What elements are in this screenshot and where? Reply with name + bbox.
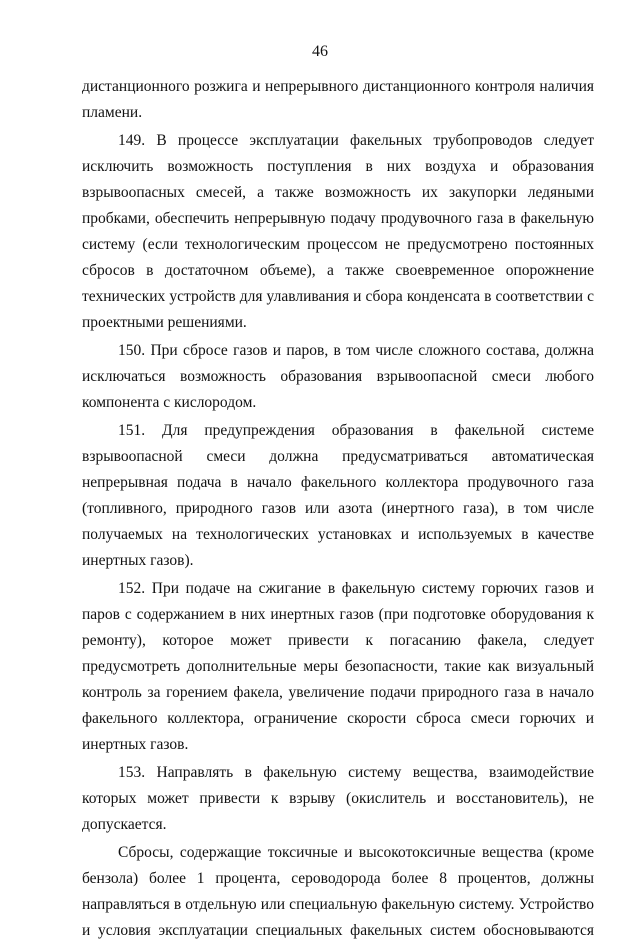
paragraph-153-continued: Сбросы, содержащие токсичные и высокотоксичные вещества (кроме бензола) более 1 процента, сероводорода более 8 процентов, должны направляться в отдельную или специальную факельную систему. Устройство и условия эксплуатации специальных факельных систем обосновываются xyxy=(82,844,594,939)
paragraph-153: 153. Направлять в факельную систему вещества, взаимодействие которых может привести к взрыву (окислитель и восстановитель), не допускается. xyxy=(82,764,594,833)
paragraph-152: 152. При подаче на сжигание в факельную систему горючих газов и паров с содержанием в них инертных газов (при подготовке оборудования к ремонту), которое может привести к погасанию факела, следует предусмотреть дополнительные меры безопасности, такие как визуальный контроль за горением факела, увеличение подачи природного газа в начало факельного коллектора, ограничение скорости сброса смеси горючих и инертных газов. xyxy=(82,580,594,753)
paragraph-151: 151. Для предупреждения образования в факельной системе взрывоопасной смеси должна предусматриваться автоматическая непрерывная подача в начало факельного коллектора продувочного газа (топливного, природного газов или азота (инертного газа), в том числе получаемых на технологических установках и используемых в качестве инертных газов). xyxy=(82,422,594,569)
page-number: 46 xyxy=(312,43,328,60)
paragraph-continuation: дистанционного розжига и непрерывного дистанционного контроля наличия пламени. xyxy=(82,78,594,121)
paragraph-149: 149. В процессе эксплуатации факельных трубопроводов следует исключить возможность поступления в них воздуха и образования взрывоопасных смесей, а также возможность их закупорки ледяными пробками, обеспечить непрерывную подачу продувочного газа в факельную систему (если технологическим процессом не предусмотрено постоянных сбросов в достаточном объеме), а также своевременное опорожнение технических устройств для улавливания и сбора конденсата в соответствии с проектными решениями. xyxy=(82,132,594,331)
paragraph-150: 150. При сбросе газов и паров, в том числе сложного состава, должна исключаться возможность образования взрывоопасной смеси любого компонента с кислородом. xyxy=(82,342,594,411)
document-body xyxy=(82,74,594,944)
